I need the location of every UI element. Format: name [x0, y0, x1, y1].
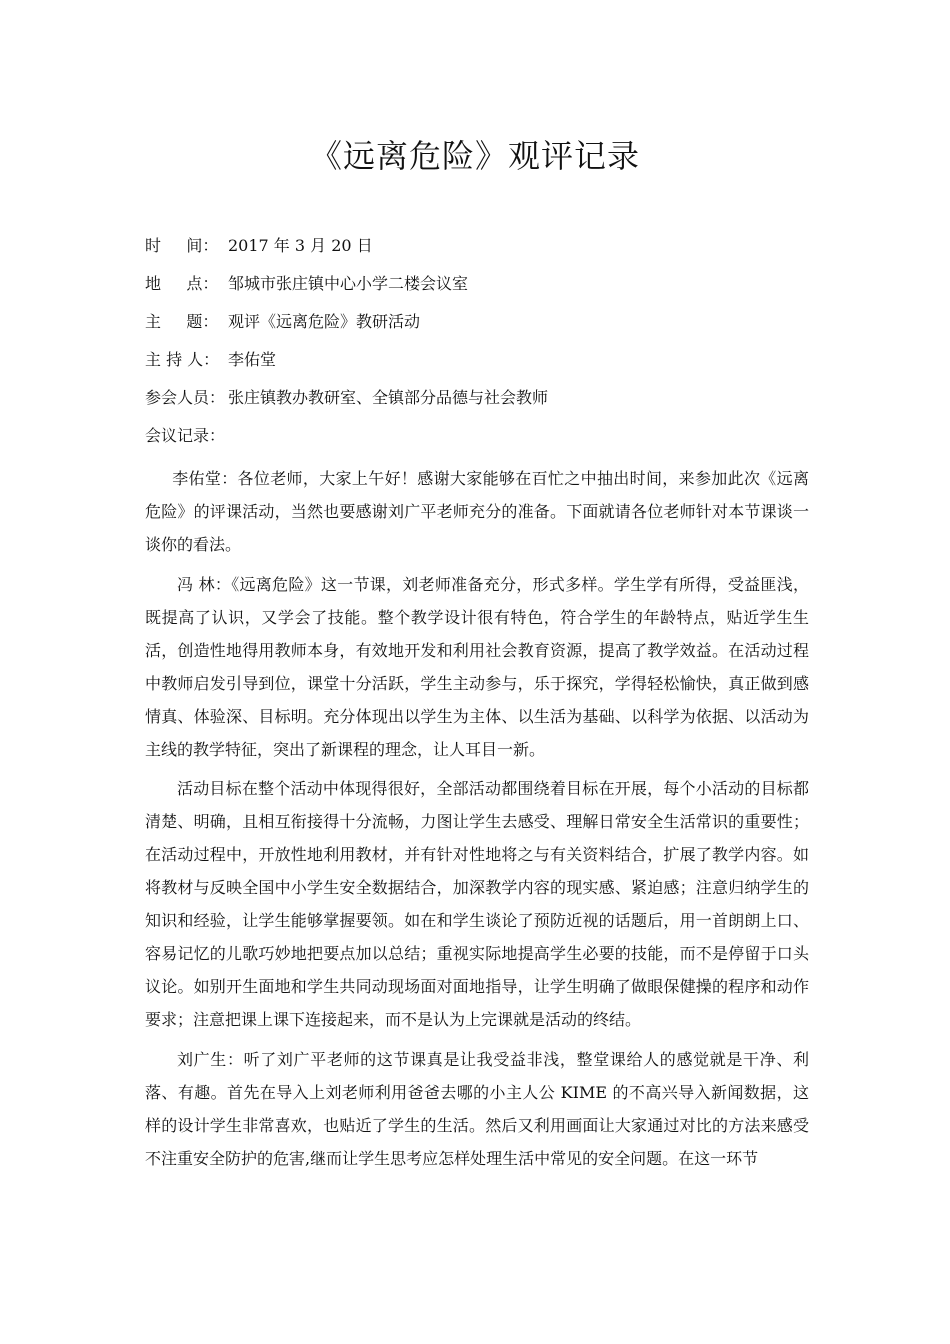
meta-value: 张庄镇教办教研室、全镇部分品德与社会教师 — [228, 388, 549, 407]
paragraph: 刘广生：听了刘广平老师的这节课真是让我受益非浅，整堂课给人的感觉就是干净、利落、有趣。首先在导入上刘老师利用爸爸去哪的小主人公 KIME 的不高兴导入新闻数据，这样的设计学生非常喜欢，也贴近了学生的生活。然后又利用画面让大家通过对比的方法来感受不注重安全防护的危害,继而让学生思考应怎样处理生活中常见的安全问题。在这一环节 — [145, 1049, 809, 1168]
meta-label: 主 持 人： — [145, 350, 220, 369]
meta-label: 会议记录： — [145, 426, 226, 445]
meta-row-host — [145, 348, 825, 372]
paragraph: 李佑堂：各位老师，大家上午好！感谢大家能够在百忙之中抽出时间，来参加此次《远离危险》的评课活动，当然也要感谢刘广平老师充分的准备。下面就请各位老师针对本节课谈一谈你的看法。 — [145, 469, 809, 554]
meta-value: 2017 年 3 月 20 日 — [228, 236, 373, 255]
meta-row-topic — [145, 310, 825, 334]
document-title: 《远离危险》观评记录 — [309, 137, 640, 175]
meta-value: 观评《远离危险》教研活动 — [228, 312, 421, 331]
meta-row-time — [145, 234, 825, 258]
paragraph: 冯 林：《远离危险》这一节课，刘老师准备充分，形式多样。学生学有所得，受益匪浅，既提高了认识，又学会了技能。整个教学设计很有特色，符合学生的年龄特点，贴近学生生活，创造性地得用教师本身，有效地开发和利用社会教育资源，提高了教学效益。在活动过程中教师启发引导到位，课堂十分活跃，学生主动参与，乐于探究，学得轻松愉快，真正做到感情真、体验深、目标明。充分体现出以学生为主体、以生活为基础、以科学为依据、以活动为主线的教学特征，突出了新课程的理念，让人耳目一新。 — [145, 574, 809, 759]
meta-label: 时 间： — [145, 236, 219, 255]
meta-value: 李佑堂 — [228, 350, 277, 369]
meta-row-place — [145, 272, 825, 296]
meta-label: 地 点： — [145, 274, 219, 293]
meta-row-attendees — [145, 386, 825, 410]
meta-value: 邹城市张庄镇中心小学二楼会议室 — [228, 274, 469, 293]
meta-label: 主 题： — [145, 312, 219, 331]
meta-row-minutes — [145, 424, 825, 448]
minutes-body — [145, 462, 809, 1181]
paragraph: 活动目标在整个活动中体现得很好，全部活动都围绕着目标在开展，每个小活动的目标都清楚、明确，且相互衔接得十分流畅，力图让学生去感受、理解日常安全生活常识的重要性；在活动过程中，开放性地利用教材，并有针对性地将之与有关资料结合，扩展了教学内容。如将教材与反映全国中小学生安全数据结合，加深教学内容的现实感、紧迫感；注意归纳学生的知识和经验，让学生能够掌握要领。如在和学生谈论了预防近视的话题后，用一首朗朗上口、容易记忆的儿歌巧妙地把要点加以总结；重视实际地提高学生必要的技能，而不是停留于口头议论。如别开生面地和学生共同动现场面对面地指导，让学生明确了做眼保健操的程序和动作要求；注意把课上课下连接起来，而不是认为上完课就是活动的终结。 — [145, 779, 809, 1029]
meta-label: 参会人员： — [145, 388, 226, 407]
